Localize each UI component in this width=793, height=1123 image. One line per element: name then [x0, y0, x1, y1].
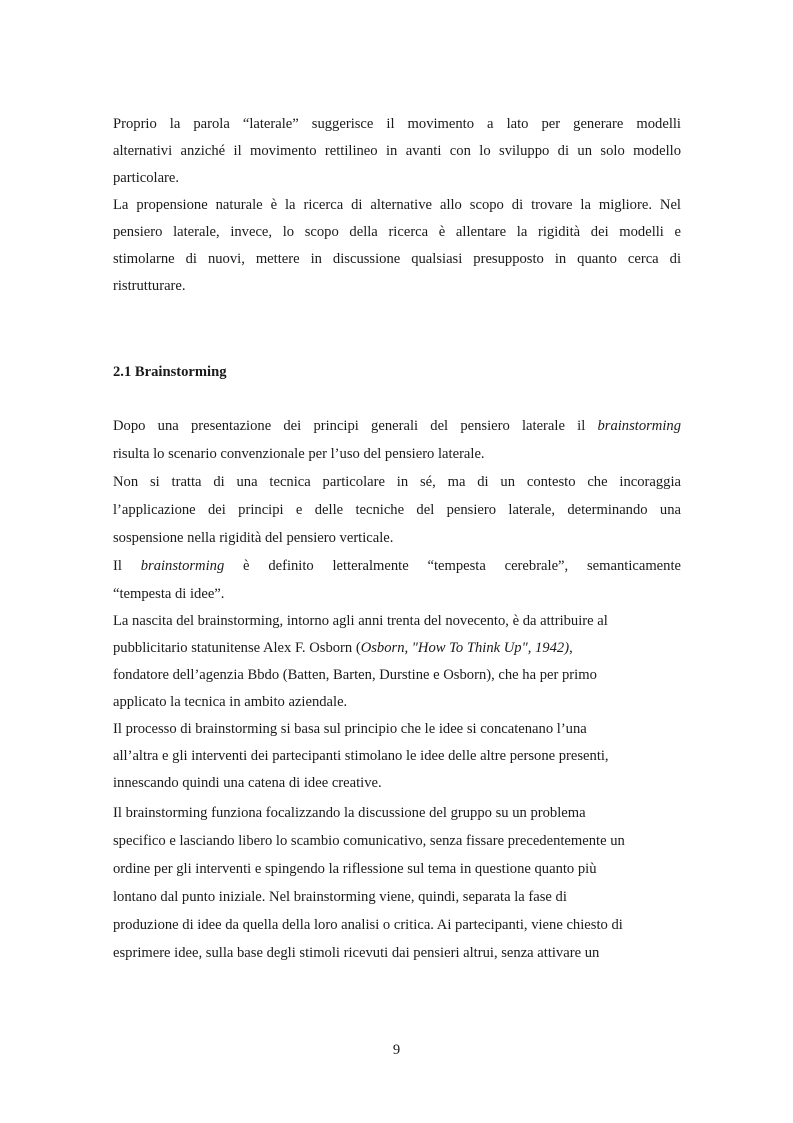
- paragraph-line: ordine per gli interventi e spingendo la riflessione sul tema in questione quanto più: [113, 861, 597, 877]
- text-run: ,: [569, 640, 573, 656]
- paragraph-line: produzione di idee da quella della loro analisi o critica. Ai partecipanti, viene chiesto di: [113, 917, 623, 933]
- paragraph-line: all’altra e gli interventi dei partecipanti stimolano le idee delle altre persone presenti,: [113, 748, 609, 764]
- paragraph-line: l’applicazione dei principi e delle tecniche del pensiero laterale, determinando una: [113, 502, 681, 518]
- paragraph-line: alternativi anziché il movimento rettilineo in avanti con lo sviluppo di un solo modello: [113, 143, 681, 159]
- paragraph-line: Il processo di brainstorming si basa sul principio che le idee si concatenano l’una: [113, 721, 587, 737]
- paragraph-line: particolare.: [113, 170, 180, 186]
- paragraph-line: Il brainstorming funziona focalizzando la discussione del gruppo su un problema: [113, 805, 586, 821]
- paragraph-line: Non si tratta di una tecnica particolare in sé, ma di un contesto che incoraggia: [113, 474, 681, 490]
- paragraph-line: La nascita del brainstorming, intorno agli anni trenta del novecento, è da attribuire al: [113, 613, 608, 629]
- paragraph-line: risulta lo scenario convenzionale per l’uso del pensiero laterale.: [113, 446, 485, 462]
- paragraph-line: fondatore dell’agenzia Bbdo (Batten, Barten, Durstine e Osborn), che ha per primo: [113, 667, 597, 683]
- text-run: Dopo una presentazione dei principi generali del pensiero laterale il: [113, 418, 598, 434]
- text-run: è definito letteralmente “tempesta cerebrale”, semanticamente: [224, 558, 681, 574]
- paragraph-line: [113, 556, 681, 576]
- paragraph-line: esprimere idee, sulla base degli stimoli ricevuti dai pensieri altrui, senza attivare un: [113, 945, 600, 961]
- paragraph-line: [113, 416, 681, 436]
- paragraph-line: Proprio la parola “laterale” suggerisce il movimento a lato per generare modelli: [113, 116, 681, 132]
- paragraph-line: La propensione naturale è la ricerca di alternative allo scopo di trovare la migliore. Nel: [113, 197, 681, 213]
- paragraph-line: stimolarne di nuovi, mettere in discussione qualsiasi presupposto in quanto cerca di: [113, 251, 681, 267]
- section-heading: 2.1 Brainstorming: [113, 364, 227, 380]
- page-number: 9: [392, 1042, 401, 1058]
- paragraph-line: lontano dal punto iniziale. Nel brainstorming viene, quindi, separata la fase di: [113, 889, 567, 905]
- paragraph-line: ristrutturare.: [113, 278, 186, 294]
- text-run: pubblicitario statunitense Alex F. Osborn (: [113, 640, 361, 656]
- paragraph-line: applicato la tecnica in ambito aziendale.: [113, 694, 348, 710]
- paragraph-line: [113, 638, 681, 658]
- paragraph-line: innescando quindi una catena di idee creative.: [113, 775, 382, 791]
- italic-term: brainstorming: [140, 558, 225, 574]
- paragraph-line: sospensione nella rigidità del pensiero verticale.: [113, 530, 394, 546]
- italic-citation: Osborn, "How To Think Up", 1942): [360, 640, 570, 656]
- paragraph-line: specifico e lasciando libero lo scambio comunicativo, senza fissare precedentemente un: [113, 833, 625, 849]
- paragraph-line: pensiero laterale, invece, lo scopo della ricerca è allentare la rigidità dei modelli e: [113, 224, 681, 240]
- italic-term: brainstorming: [597, 418, 681, 434]
- text-run: Il: [113, 558, 141, 574]
- paragraph-line: “tempesta di idee”.: [113, 586, 225, 602]
